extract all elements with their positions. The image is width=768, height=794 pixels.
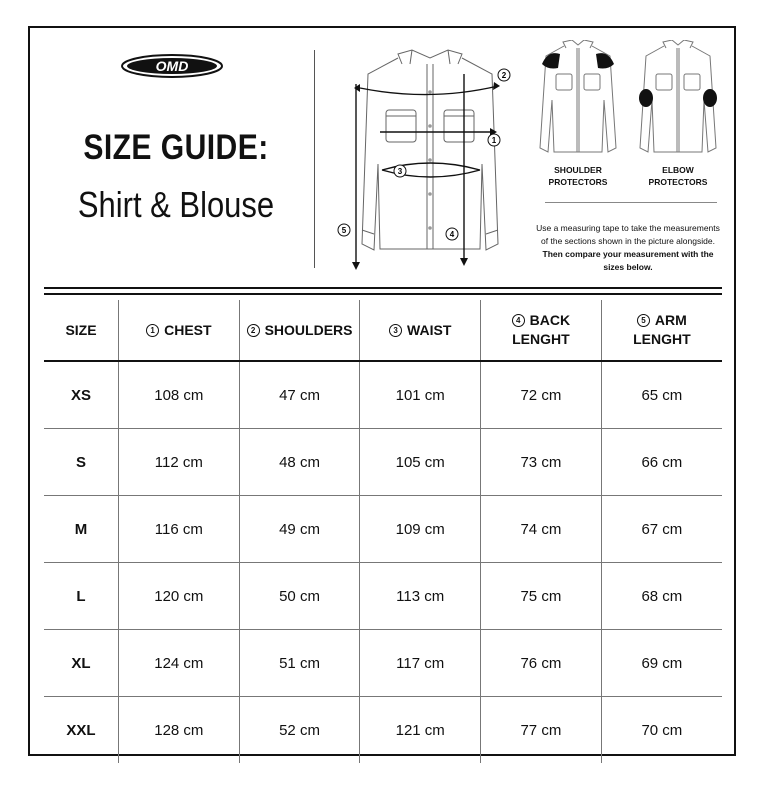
table-top-rule-2: [44, 293, 722, 295]
arm-length-cell: 68 cm: [601, 563, 722, 630]
waist-cell: 109 cm: [360, 496, 481, 563]
page-title: SIZE GUIDE:: [83, 128, 269, 167]
chest-cell: 124 cm: [119, 630, 240, 697]
header-back-num: 4: [512, 314, 525, 327]
shoulders-cell: 51 cm: [239, 630, 360, 697]
waist-cell: 105 cm: [360, 429, 481, 496]
header-arm-num: 5: [637, 314, 650, 327]
waist-cell: 117 cm: [360, 630, 481, 697]
back-length-cell: 73 cm: [481, 429, 602, 496]
marker-3: 3: [397, 167, 403, 176]
shoulder-protectors-illustration: [536, 40, 620, 156]
size-table: [44, 300, 722, 763]
table-row: [44, 496, 722, 563]
header-shoulders-num: 2: [247, 324, 260, 337]
size-cell: XXL: [66, 721, 96, 739]
shoulders-cell: 48 cm: [239, 429, 360, 496]
header-size: SIZE: [65, 321, 97, 338]
header-chest: 1 CHEST: [119, 300, 240, 361]
arm-length-cell: 65 cm: [601, 361, 722, 429]
arm-length-cell: 70 cm: [601, 697, 722, 764]
table-top-rule: [44, 287, 722, 289]
instructions-divider: [545, 202, 717, 203]
marker-2: 2: [501, 71, 507, 80]
arm-length-cell: 69 cm: [601, 630, 722, 697]
table-row: [44, 429, 722, 496]
chest-cell: 120 cm: [119, 563, 240, 630]
shoulders-cell: 49 cm: [239, 496, 360, 563]
table-row: [44, 361, 722, 429]
header-waist-num: 3: [389, 324, 402, 337]
table-row: [44, 563, 722, 630]
page-subtitle: Shirt & Blouse: [77, 184, 275, 225]
marker-5: 5: [341, 226, 347, 235]
size-cell: L: [76, 587, 86, 605]
size-cell: S: [75, 453, 86, 471]
shoulders-cell: 47 cm: [239, 361, 360, 429]
table-row: [44, 630, 722, 697]
header-waist: 3 WAIST: [360, 300, 481, 361]
chest-cell: 116 cm: [119, 496, 240, 563]
back-length-cell: 72 cm: [481, 361, 602, 429]
back-length-cell: 74 cm: [481, 496, 602, 563]
header-chest-num: 1: [146, 324, 159, 337]
chest-cell: 128 cm: [119, 697, 240, 764]
marker-4: 4: [449, 230, 455, 239]
arm-length-cell: 67 cm: [601, 496, 722, 563]
header-shoulders: 2 SHOULDERS: [239, 300, 360, 361]
measurement-instructions: Use a measuring tape to take the measurements of the sections shown in the picture alongside. Then compare your measurement with the sizes below.: [536, 223, 720, 272]
marker-1: 1: [491, 136, 497, 145]
header-divider: [314, 50, 315, 268]
waist-cell: 121 cm: [360, 697, 481, 764]
shirt-measurement-diagram: [330, 44, 530, 276]
waist-cell: 113 cm: [360, 563, 481, 630]
waist-cell: 101 cm: [360, 361, 481, 429]
header-arm-length: 5 ARM LENGHT: [601, 300, 722, 361]
shoulders-cell: 52 cm: [239, 697, 360, 764]
header-back-length: 4 BACK LENGHT: [481, 300, 602, 361]
table-header-row: [44, 300, 722, 361]
omd-logo: [121, 54, 223, 78]
chest-cell: 112 cm: [119, 429, 240, 496]
back-length-cell: 77 cm: [481, 697, 602, 764]
shoulders-cell: 50 cm: [239, 563, 360, 630]
logo-text: OMD: [155, 58, 189, 74]
elbow-protectors-illustration: [636, 40, 720, 156]
chest-cell: 108 cm: [119, 361, 240, 429]
elbow-protectors-label: ELBOW PROTECTORS: [648, 165, 708, 187]
arm-length-cell: 66 cm: [601, 429, 722, 496]
back-length-cell: 76 cm: [481, 630, 602, 697]
size-cell: M: [74, 520, 88, 538]
table-row: [44, 697, 722, 764]
shoulder-protectors-label: SHOULDER PROTECTORS: [548, 165, 608, 187]
back-length-cell: 75 cm: [481, 563, 602, 630]
size-cell: XL: [71, 654, 91, 672]
size-cell: XS: [70, 386, 91, 404]
